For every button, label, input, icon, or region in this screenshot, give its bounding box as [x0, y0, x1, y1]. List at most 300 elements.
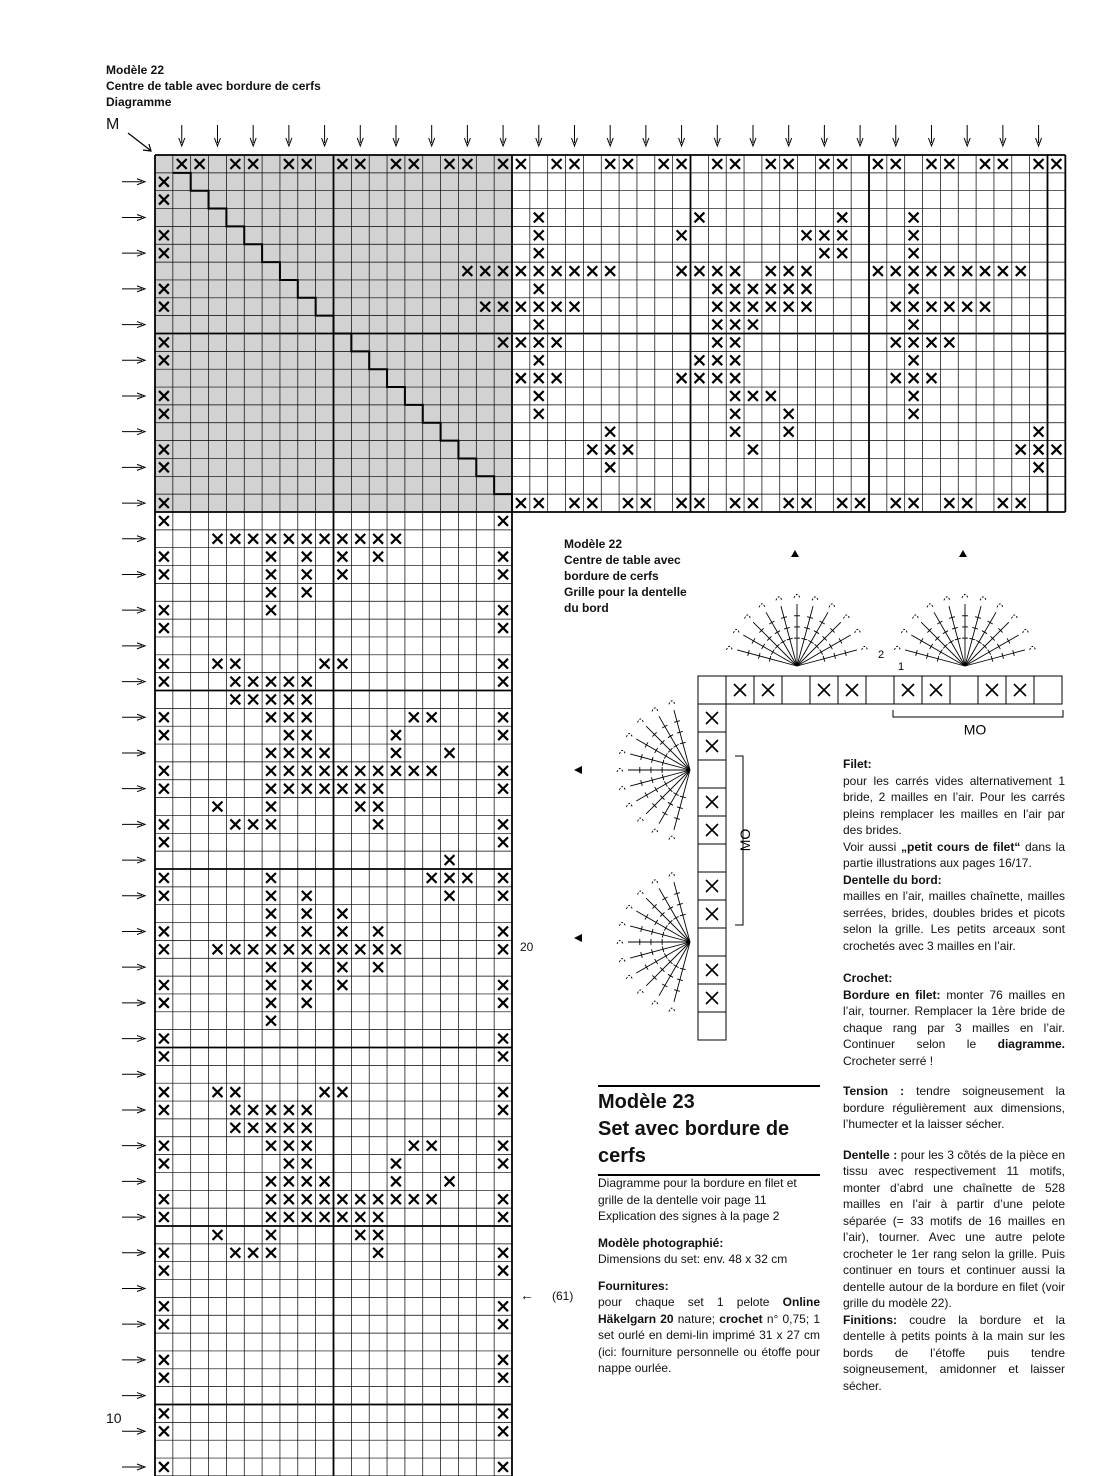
- filled-square: [1016, 266, 1026, 276]
- filled-square: [213, 534, 223, 544]
- filled-square: [284, 712, 294, 722]
- filled-square: [445, 748, 455, 758]
- filled-square: [623, 445, 633, 455]
- filled-square: [159, 1212, 169, 1222]
- fan-picot: [962, 595, 968, 599]
- filled-square: [998, 498, 1008, 508]
- edge-title-line: Centre de table avec: [564, 553, 681, 567]
- filled-square: [516, 498, 526, 508]
- fan-tick: [948, 640, 953, 643]
- filled-square: [712, 320, 722, 330]
- filled-square: [302, 695, 312, 705]
- filled-square: [355, 1212, 365, 1222]
- fan-tick: [655, 748, 658, 753]
- filled-square: [302, 980, 312, 990]
- filled-square: [266, 1194, 276, 1204]
- filled-square: [266, 1176, 276, 1186]
- filled-square: [748, 498, 758, 508]
- filled-square: [266, 1016, 276, 1026]
- filled-square: [248, 677, 258, 687]
- filled-square: [266, 891, 276, 901]
- filled-square: [266, 587, 276, 597]
- filled-square: [338, 1212, 348, 1222]
- filet-title: Filet:: [843, 757, 872, 771]
- dentelle-title: Dentelle du bord:: [843, 872, 942, 887]
- fan-picot: [619, 750, 625, 754]
- filled-square: [944, 498, 954, 508]
- filled-square: [302, 748, 312, 758]
- filled-square: [409, 1194, 419, 1204]
- filled-square: [659, 159, 669, 169]
- fan-spoke: [630, 754, 690, 770]
- filled-square: [159, 1319, 169, 1329]
- filled-square: [266, 552, 276, 562]
- filled-square: [909, 373, 919, 383]
- model-number: Modèle 22: [106, 63, 165, 77]
- filled-square: [355, 1194, 365, 1204]
- filled-square: [498, 1462, 508, 1472]
- filled-square: [498, 623, 508, 633]
- filled-square: [230, 1248, 240, 1258]
- filled-square: [784, 427, 794, 437]
- filled-square: [409, 766, 419, 776]
- fan-tick: [668, 802, 673, 805]
- filled-square: [605, 266, 615, 276]
- filled-square: [498, 1105, 508, 1115]
- fan-picot: [927, 604, 933, 608]
- filled-square: [266, 1105, 276, 1115]
- filled-square: [570, 266, 580, 276]
- edge-x: [846, 684, 858, 696]
- filled-square: [498, 1319, 508, 1329]
- filled-square: [998, 159, 1008, 169]
- filled-square: [302, 998, 312, 1008]
- filled-square: [516, 159, 526, 169]
- filled-square: [409, 712, 419, 722]
- filled-square: [266, 570, 276, 580]
- filled-square: [498, 659, 508, 669]
- filled-square: [498, 516, 508, 526]
- filled-square: [302, 1141, 312, 1151]
- filled-square: [730, 373, 740, 383]
- filled-square: [159, 1105, 169, 1115]
- filled-square: [159, 1052, 169, 1062]
- filled-square: [302, 587, 312, 597]
- filled-square: [159, 659, 169, 669]
- filled-square: [784, 284, 794, 294]
- model23-title-line: Set avec bordure de: [598, 1118, 790, 1140]
- filled-square: [534, 338, 544, 348]
- filled-square: [891, 302, 901, 312]
- row-number-2: 2: [878, 649, 885, 661]
- filled-square: [927, 302, 937, 312]
- filled-square: [355, 534, 365, 544]
- filled-square: [159, 712, 169, 722]
- filled-square: [837, 213, 847, 223]
- filled-square: [213, 1230, 223, 1240]
- filled-square: [498, 605, 508, 615]
- fan-picot: [1011, 615, 1017, 619]
- edge-x: [706, 964, 718, 976]
- filled-square: [534, 284, 544, 294]
- fan-tick: [752, 638, 755, 643]
- finitions-text: Finitions: coudre la bordure et la dentelle à petits points à la main sur les bords de l’étoffe puis tendre soigneusement, amidonner et laisser sécher.: [843, 1312, 1065, 1393]
- fan-tick: [662, 725, 667, 728]
- edge-square: [698, 928, 726, 956]
- filled-square: [320, 944, 330, 954]
- fan-picot: [638, 891, 644, 895]
- fan-tick: [775, 631, 780, 634]
- filled-square: [891, 266, 901, 276]
- filled-square: [320, 766, 330, 776]
- fan-picot: [669, 873, 675, 877]
- filled-square: [159, 998, 169, 1008]
- lace-fan: [617, 873, 690, 1012]
- filled-square: [338, 659, 348, 669]
- filled-square: [338, 962, 348, 972]
- edge-square: [698, 760, 726, 788]
- edge-title-line: bordure de cerfs: [564, 569, 659, 583]
- filled-square: [730, 355, 740, 365]
- filled-square: [909, 355, 919, 365]
- fan-spoke: [797, 650, 857, 666]
- filled-square: [712, 373, 722, 383]
- fan-picot: [812, 597, 818, 601]
- filled-square: [266, 909, 276, 919]
- filled-square: [320, 1212, 330, 1222]
- filled-square: [248, 1105, 258, 1115]
- filled-square: [213, 659, 223, 669]
- filled-square: [712, 284, 722, 294]
- filled-square: [623, 498, 633, 508]
- edge-x: [706, 908, 718, 920]
- row-label-61: (61): [552, 1289, 574, 1303]
- fan-spoke: [674, 710, 690, 770]
- filled-square: [159, 891, 169, 901]
- filled-square: [944, 338, 954, 348]
- filled-square: [373, 784, 383, 794]
- fan-tick: [976, 640, 981, 643]
- fan-tick: [655, 959, 658, 964]
- filled-square: [498, 1266, 508, 1276]
- filled-square: [213, 1087, 223, 1097]
- filled-square: [498, 1212, 508, 1222]
- filled-square: [498, 1248, 508, 1258]
- filled-square: [927, 373, 937, 383]
- fan-spoke: [630, 926, 690, 942]
- filled-square: [230, 819, 240, 829]
- filled-square: [248, 534, 258, 544]
- filled-square: [837, 498, 847, 508]
- filled-square: [373, 962, 383, 972]
- filled-square: [159, 1141, 169, 1151]
- edge-square: [698, 676, 726, 704]
- filled-square: [338, 552, 348, 562]
- filled-square: [802, 302, 812, 312]
- filled-square: [587, 498, 597, 508]
- filled-square: [587, 266, 597, 276]
- filled-square: [802, 266, 812, 276]
- filled-square: [552, 266, 562, 276]
- filled-square: [730, 498, 740, 508]
- filled-square: [302, 677, 312, 687]
- filled-square: [784, 159, 794, 169]
- fan-tick: [920, 638, 923, 643]
- instructions-column: [843, 756, 1065, 1394]
- filled-square: [498, 730, 508, 740]
- filled-square: [837, 248, 847, 258]
- fan-spoke: [737, 650, 797, 666]
- fan-picot: [617, 769, 623, 773]
- filled-square: [284, 1194, 294, 1204]
- filled-square: [230, 534, 240, 544]
- filled-square: [159, 873, 169, 883]
- filled-square: [498, 927, 508, 937]
- fan-tick: [668, 974, 673, 977]
- filled-square: [534, 391, 544, 401]
- filled-square: [338, 944, 348, 954]
- filled-square: [159, 1373, 169, 1383]
- dentelle2-text: Dentelle : pour les 3 côtés de la pièce en tissu avec respectivement 11 motifs, monter d’abrd une chaînette de 528 mailles en l’air à partir d’une pelote séparée (= 33 motifs de 16 mailles en l’air), tourner. Avec une autre pelote crocheter le 1er rang selon la grille. Puis continuer en tours et continuer aussi la dentelle autour de la bordure en filet (voir grille du modèle 22).: [843, 1147, 1066, 1310]
- filled-square: [373, 927, 383, 937]
- filled-square: [159, 552, 169, 562]
- filled-square: [338, 980, 348, 990]
- filled-square: [998, 266, 1008, 276]
- filled-square: [730, 391, 740, 401]
- filled-square: [730, 338, 740, 348]
- filled-square: [159, 1409, 169, 1419]
- filled-square: [498, 891, 508, 901]
- filled-square: [498, 873, 508, 883]
- fan-spoke: [965, 650, 1025, 666]
- filled-square: [587, 445, 597, 455]
- filled-square: [391, 944, 401, 954]
- filled-square: [677, 266, 687, 276]
- fan-picot: [855, 630, 861, 634]
- filled-square: [909, 266, 919, 276]
- filled-square: [230, 944, 240, 954]
- filled-square: [159, 677, 169, 687]
- filled-square: [802, 230, 812, 240]
- filled-square: [516, 373, 526, 383]
- fan-tick: [668, 907, 673, 910]
- filled-square: [355, 802, 365, 812]
- filled-square: [445, 855, 455, 865]
- filled-square: [712, 338, 722, 348]
- fan-picot: [759, 604, 765, 608]
- fan-tick: [814, 631, 819, 634]
- filled-square: [373, 819, 383, 829]
- tension-text: Tension : tendre soigneusement la bordure régulièrement aux dimensions, l’humecter et la laisser sécher.: [843, 1084, 1065, 1131]
- fan-picot: [638, 818, 644, 822]
- filled-square: [766, 266, 776, 276]
- edge-x: [986, 684, 998, 696]
- filled-square: [159, 1266, 169, 1276]
- filled-square: [230, 659, 240, 669]
- filled-square: [516, 338, 526, 348]
- filled-square: [498, 570, 508, 580]
- filled-square: [320, 659, 330, 669]
- filled-square: [159, 980, 169, 990]
- filled-square: [534, 213, 544, 223]
- filled-square: [373, 1230, 383, 1240]
- filled-square: [159, 516, 169, 526]
- filled-square: [891, 159, 901, 169]
- filled-square: [534, 355, 544, 365]
- fan-tick: [645, 793, 648, 798]
- filled-square: [712, 355, 722, 365]
- filled-square: [373, 1248, 383, 1258]
- fan-tick: [645, 914, 648, 919]
- filled-square: [927, 159, 937, 169]
- filled-square: [338, 1194, 348, 1204]
- fan-tick: [645, 742, 648, 747]
- filled-square: [712, 302, 722, 312]
- fan-picot: [829, 604, 835, 608]
- fan-tick: [982, 631, 987, 634]
- fan-picot: [726, 646, 732, 650]
- fan-picot: [745, 615, 751, 619]
- filled-square: [409, 1141, 419, 1151]
- crochet-title: Crochet:: [843, 971, 893, 985]
- edge-x: [1014, 684, 1026, 696]
- filled-square: [498, 819, 508, 829]
- mo-label-h: MO: [963, 721, 987, 738]
- filled-square: [159, 1087, 169, 1097]
- filled-square: [302, 570, 312, 580]
- filled-square: [230, 1123, 240, 1133]
- fan-picot: [652, 1001, 658, 1005]
- edge-x: [706, 880, 718, 892]
- filled-square: [980, 266, 990, 276]
- filled-square: [891, 498, 901, 508]
- filled-square: [1034, 445, 1044, 455]
- edge-x: [706, 796, 718, 808]
- filled-square: [230, 677, 240, 687]
- filled-square: [284, 1159, 294, 1169]
- filled-square: [355, 1230, 365, 1240]
- fan-picot: [669, 701, 675, 705]
- filled-square: [516, 266, 526, 276]
- fan-tick: [762, 644, 765, 649]
- filled-square: [248, 695, 258, 705]
- filled-square: [320, 534, 330, 544]
- filled-square: [498, 552, 508, 562]
- diagram-caption: Diagramme: [106, 95, 172, 109]
- filled-square: [677, 373, 687, 383]
- filled-square: [338, 784, 348, 794]
- filled-square: [534, 320, 544, 330]
- edge-x: [706, 992, 718, 1004]
- filled-square: [498, 1373, 508, 1383]
- mo-label-v: MO: [737, 828, 753, 852]
- filled-square: [944, 302, 954, 312]
- fan-spoke: [797, 606, 813, 666]
- edge-square: [950, 676, 978, 704]
- filled-square: [159, 784, 169, 794]
- filled-square: [802, 284, 812, 294]
- direction-marker: [574, 934, 582, 942]
- fan-tick: [664, 753, 667, 758]
- filled-square: [784, 409, 794, 419]
- filled-square: [712, 159, 722, 169]
- filled-square: [730, 159, 740, 169]
- fan-picot: [944, 597, 950, 601]
- filled-square: [534, 266, 544, 276]
- fan-tick: [662, 984, 667, 987]
- row-label-20: 20: [520, 940, 534, 954]
- fan-tick: [645, 965, 648, 970]
- model23-body: [598, 1175, 820, 1377]
- fan-tick: [988, 621, 993, 624]
- fan-picot: [1030, 646, 1036, 650]
- filled-square: [302, 1176, 312, 1186]
- fan-spoke: [674, 882, 690, 942]
- filled-square: [1052, 159, 1062, 169]
- filled-square: [730, 427, 740, 437]
- filled-square: [213, 802, 223, 812]
- row-arrow-61: ←: [520, 1287, 534, 1303]
- mo-bracket-h: [893, 710, 1063, 717]
- filled-square: [819, 159, 829, 169]
- filled-square: [302, 552, 312, 562]
- filled-square: [534, 302, 544, 312]
- edge-x: [706, 712, 718, 724]
- filled-square: [784, 302, 794, 312]
- filled-square: [1016, 498, 1026, 508]
- filled-square: [284, 730, 294, 740]
- filled-square: [302, 712, 312, 722]
- filled-square: [766, 284, 776, 294]
- filled-square: [159, 623, 169, 633]
- filled-square: [284, 748, 294, 758]
- fan-tick: [829, 644, 832, 649]
- filled-square: [534, 373, 544, 383]
- filled-square: [909, 213, 919, 223]
- corner-arrow: [128, 133, 150, 150]
- filled-square: [605, 427, 615, 437]
- fan-picot: [626, 734, 632, 738]
- filled-square: [695, 266, 705, 276]
- filled-square: [730, 284, 740, 294]
- filled-square: [338, 534, 348, 544]
- fan-picot: [626, 976, 632, 980]
- filled-square: [159, 1355, 169, 1365]
- filled-square: [230, 695, 240, 705]
- filled-square: [730, 302, 740, 312]
- filled-square: [944, 159, 954, 169]
- bordure-text: Bordure en filet: monter 76 mailles en l’air, tourner. Remplacer la 1ère bride de chaque rang par 3 mailles en l’air. Continuer selon le diagramme. Crocheter serré !: [843, 987, 1065, 1068]
- lace-fan: [894, 595, 1035, 667]
- filled-square: [230, 1105, 240, 1115]
- fan-tick: [664, 953, 667, 958]
- filled-square: [730, 266, 740, 276]
- edge-square: [698, 844, 726, 872]
- filled-square: [159, 1248, 169, 1258]
- filled-square: [284, 944, 294, 954]
- filled-square: [355, 784, 365, 794]
- fan-picot: [1023, 630, 1029, 634]
- filled-square: [302, 730, 312, 740]
- fan-picot: [619, 787, 625, 791]
- filled-square: [695, 373, 705, 383]
- filled-square: [266, 784, 276, 794]
- fan-tick: [988, 649, 991, 654]
- edge-x: [818, 684, 830, 696]
- filled-square: [498, 1355, 508, 1365]
- filled-square: [445, 891, 455, 901]
- filled-square: [373, 802, 383, 812]
